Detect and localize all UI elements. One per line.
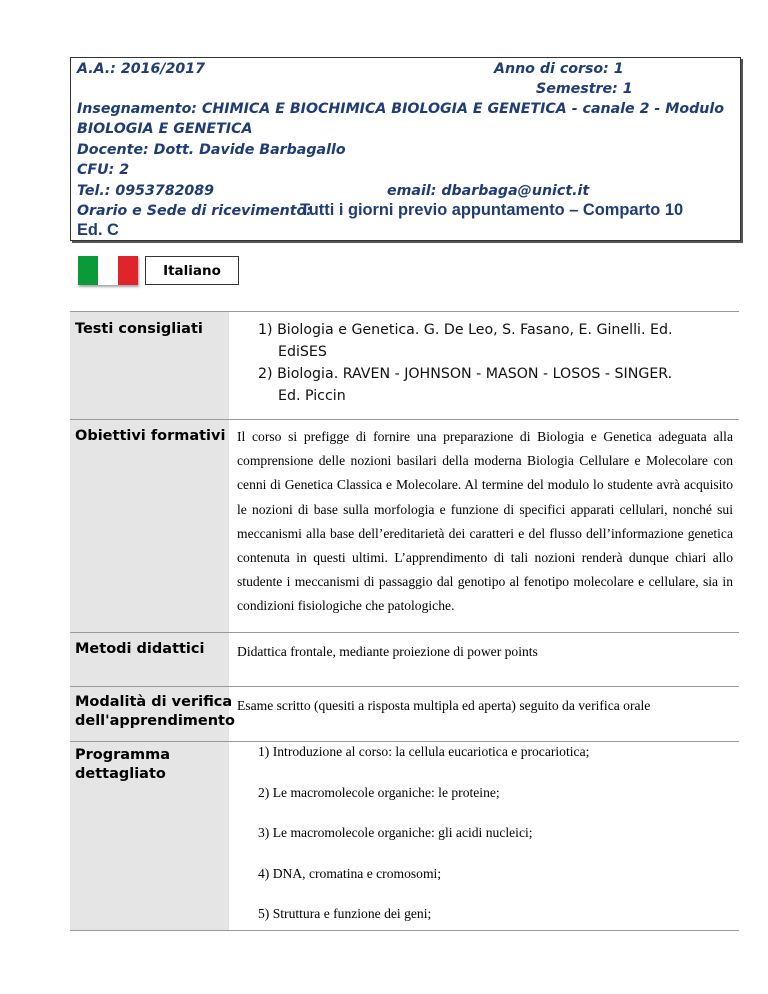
- course-title-line-1: Insegnamento: CHIMICA E BIOCHIMICA BIOLOGIA E GENETICA - canale 2 - Modulo: [77, 101, 724, 117]
- teaching-methods-text: Didattica frontale, mediante proiezione di power points: [237, 644, 538, 659]
- email[interactable]: email: dbarbaga@unict.it: [387, 183, 590, 199]
- phone: Tel.: 0953782089: [77, 183, 215, 199]
- list-item: 3) Le macromolecole organiche: gli acidi nucleici;: [258, 825, 533, 840]
- list-item: 5) Struttura e funzione dei geni;: [258, 906, 432, 921]
- office-hours-value: Tutti i giorni previo appuntamento – Comparto 10: [300, 201, 684, 219]
- recommended-texts-list: [258, 319, 672, 407]
- table-label-column: [70, 311, 229, 931]
- list-item: 1) Introduzione al corso: la cellula eucariotica e procariotica;: [258, 744, 590, 759]
- objectives-text: Il corso si prefigge di fornire una preparazione di Biologia e Genetica adeguata alla comprensione delle nozioni basilari della moderna Biologia Cellulare e Molecolare con cenni di Genetica Classica e Molecolare. Al termine del modulo lo studente avrà acquisito le nozioni di base sulla morfologia e funzione di specifici apparati cellulari, nonché sui meccanismi alla base dell’ereditarietà dei caratteri e del flusso dell’informazione genetica contenuta in questi ultimi. L’apprendimento di tali nozioni renderà dunque chiari allo studente i meccanismi di passaggio dal genotipo al fenotipo molecolare e cellulare, sia in condizioni fisiologiche che patologiche.: [237, 429, 733, 614]
- list-item: EdiSES: [278, 344, 327, 360]
- language-label: Italiano: [145, 256, 239, 285]
- list-item: 2) Le macromolecole organiche: le proteine;: [258, 785, 500, 800]
- row-divider: [70, 930, 739, 931]
- assessment-label-line-2: dell'apprendimento: [75, 713, 235, 729]
- row-divider: [70, 419, 739, 420]
- assessment-text: Esame scritto (quesiti a risposta multipla ed aperta) seguito da verifica orale: [237, 698, 651, 713]
- row-divider: [70, 311, 739, 312]
- objectives-label: Obiettivi formativi: [75, 428, 226, 444]
- credits: CFU: 2: [77, 162, 130, 178]
- course-year: Anno di corso: 1: [494, 61, 624, 77]
- list-item: 1) Biologia e Genetica. G. De Leo, S. Fasano, E. Ginelli. Ed.: [258, 322, 673, 338]
- office-hours-building: Ed. C: [77, 221, 119, 239]
- office-hours-label: Orario e Sede di ricevimento:: [77, 203, 312, 219]
- teacher: Docente: Dott. Davide Barbagallo: [77, 142, 346, 158]
- teaching-methods-label: Metodi didattici: [75, 641, 205, 657]
- recommended-texts-label: Testi consigliati: [75, 321, 203, 337]
- syllabus-label-line-2: dettagliato: [75, 766, 166, 782]
- list-item: Ed. Piccin: [278, 388, 346, 404]
- course-title-line-2: BIOLOGIA E GENETICA: [77, 121, 253, 137]
- row-divider: [70, 686, 739, 687]
- list-item: 4) DNA, cromatina e cromosomi;: [258, 866, 442, 881]
- list-item: 2) Biologia. RAVEN - JOHNSON - MASON - LOSOS - SINGER.: [258, 366, 673, 382]
- semester: Semestre: 1: [536, 81, 633, 97]
- italian-flag-icon: [78, 256, 138, 285]
- assessment-label-line-1: Modalità di verifica: [75, 694, 233, 710]
- row-divider: [70, 741, 739, 742]
- syllabus-label-line-1: Programma: [75, 747, 171, 763]
- row-divider: [70, 632, 739, 633]
- academic-year: A.A.: 2016/2017: [77, 61, 206, 77]
